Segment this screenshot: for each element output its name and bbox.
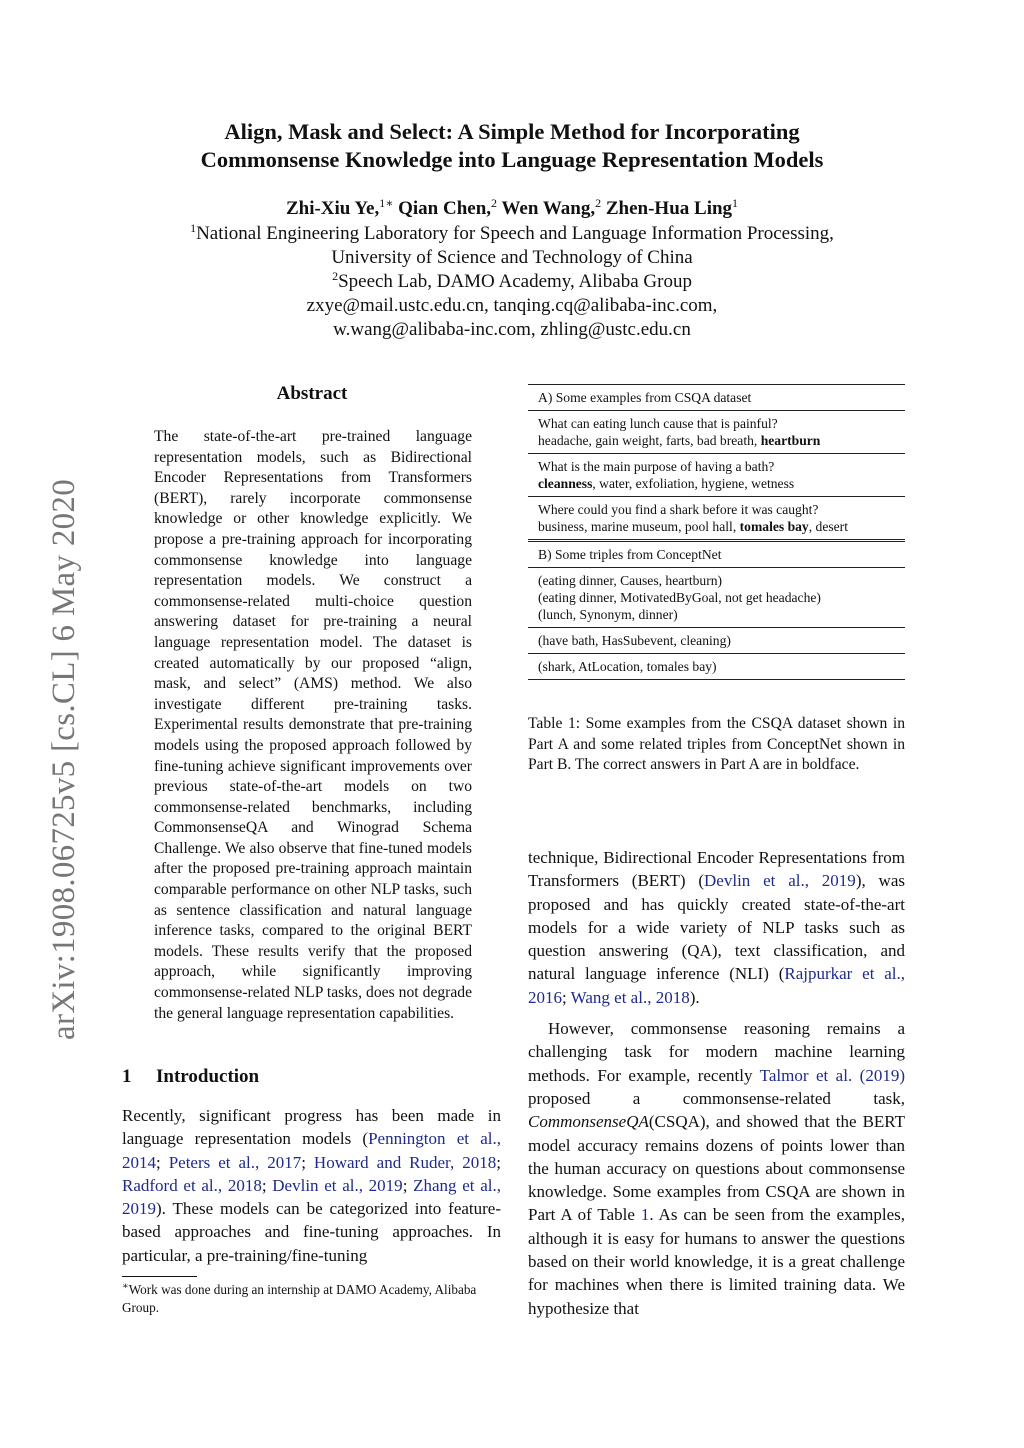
triple: (eating dinner, Causes, heartburn) [538, 573, 723, 588]
body-text: ). [689, 987, 700, 1007]
question-3-answer: tomales bay [739, 519, 809, 534]
citation-link[interactable]: Howard and Ruder, 2018 [313, 1152, 497, 1172]
citation-link[interactable]: Pennington et al., 2014 [122, 1129, 501, 1172]
email-line-2: w.wang@alibaba-inc.com, zhling@ustc.edu.cn [333, 319, 691, 340]
separator: ; [156, 1152, 169, 1172]
separator: ; [562, 987, 571, 1007]
body-text: (CSQA), and showed that the BERT model accuracy remains dozens of points lower than the human accuracy on questions about commonsense knowledge. Some examples from CSQA are shown in Part A of Table [528, 1112, 905, 1225]
author-4-sup: 1 [732, 196, 739, 210]
table-row [528, 628, 905, 654]
body-text: However, commonsense reasoning remains a challenging task for modern machine learning methods. For example, recently [528, 1019, 905, 1085]
author-4: Zhen-Hua Ling [605, 198, 733, 219]
body-text: technique, Bidirectional Encoder Representations from Transformers (BERT) ( [528, 848, 905, 891]
section-heading-introduction [122, 1066, 259, 1088]
citation-link[interactable]: Radford et al., 2018 [122, 1175, 262, 1195]
question-3-options-tail: , desert [808, 519, 848, 534]
footnote-mark: ∗ [122, 1281, 129, 1292]
citation-link[interactable]: Zhang et al., 2019 [122, 1175, 501, 1219]
author-3-sup: 2 [595, 196, 602, 210]
table-row [528, 497, 905, 542]
author-2: Qian Chen, [398, 198, 492, 219]
citation-link[interactable]: Devlin et al., 2019 [272, 1175, 403, 1195]
triple: (shark, AtLocation, tomales bay) [538, 659, 717, 674]
author-1: Zhi-Xiu Ye, [285, 198, 380, 219]
emphasis-term: CommonsenseQA [528, 1112, 649, 1132]
title-line-1: Align, Mask and Select: A Simple Method for Incorporating [224, 119, 800, 144]
table-part-a-header: A) Some examples from CSQA dataset [528, 384, 905, 411]
affiliation-2-sup: 2 [332, 269, 339, 283]
separator: ; [402, 1175, 414, 1195]
author-2-sup: 2 [491, 196, 498, 210]
title-line-2: Commonsense Knowledge into Language Representation Models [200, 147, 824, 172]
question-3: Where could you find a shark before it was caught? [538, 502, 819, 517]
table-row [528, 454, 905, 497]
intro-paragraph-left [122, 1104, 501, 1267]
table-row [528, 411, 905, 454]
section-number: 1 [122, 1066, 132, 1087]
affiliation-1-line-2: University of Science and Technology of China [331, 247, 693, 268]
body-text: ), was proposed and has quickly created state-of-the-art models for a wide variety of NLP tasks such as question answering (QA), text classification, and natural language inference (NLI) ( [528, 871, 905, 984]
intro-text: ). These models can be categorized into feature-based approaches and fine-tuning approaches. In particular, a pre-training/fine-tuning [122, 1199, 501, 1265]
affiliation-1-sup: 1 [190, 221, 197, 235]
paragraph [528, 1017, 905, 1320]
separator: ; [301, 1152, 314, 1172]
author-1-sup: 1∗ [379, 196, 394, 210]
triple: (eating dinner, MotivatedByGoal, not get headache) [538, 590, 821, 605]
section-title: Introduction [156, 1066, 260, 1087]
question-3-options: business, marine museum, pool hall, [538, 519, 740, 534]
citation-link[interactable]: Rajpurkar et al., 2016 [528, 964, 906, 1007]
paper-title [0, 118, 1024, 174]
question-2-answer: cleanness [538, 476, 593, 491]
table-row [528, 568, 905, 628]
body-text: . As can be seen from the examples, although it is easy for humans to answer the questions based on their world knowledge, it is a great challenge for machines when there is limited training data. We hypothesize that [528, 1205, 906, 1318]
table-row [528, 654, 905, 680]
table-part-b-header: B) Some triples from ConceptNet [528, 542, 905, 568]
footnote-rule [122, 1276, 197, 1277]
intro-text: Recently, significant progress has been made in language representation models ( [122, 1106, 501, 1149]
affiliations [0, 222, 1024, 342]
citation-link[interactable]: Talmor et al. (2019) [759, 1065, 905, 1085]
question-1: What can eating lunch cause that is painful? [538, 416, 778, 431]
question-2-options: , water, exfoliation, hygiene, wetness [592, 476, 795, 491]
affiliation-2: Speech Lab, DAMO Academy, Alibaba Group [338, 271, 692, 292]
intro-right-column [528, 846, 905, 1328]
question-2: What is the main purpose of having a bath? [538, 459, 775, 474]
table-caption: Table 1: Some examples from the CSQA dataset shown in Part A and some related triples from ConceptNet shown in Part B. The correct answers in Part A are in boldface. [528, 715, 905, 774]
arxiv-identifier: arXiv:1908.06725v5 [cs.CL] 6 May 2020 [46, 478, 82, 1040]
separator: ; [496, 1152, 501, 1172]
author-3: Wen Wang, [501, 198, 596, 219]
email-line-1: zxye@mail.ustc.edu.cn, tanqing.cq@alibaba-inc.com, [306, 295, 718, 316]
affiliation-1-line-1: National Engineering Laboratory for Speech and Language Information Processing, [196, 223, 834, 244]
citation-link[interactable]: Peters et al., 2017 [168, 1152, 302, 1172]
question-1-answer: heartburn [760, 433, 821, 448]
citation-link[interactable]: Devlin et al., 2019 [704, 871, 856, 891]
abstract-heading: Abstract [276, 383, 348, 404]
paragraph [528, 846, 905, 1009]
question-1-options: headache, gain weight, farts, bad breath, [538, 433, 761, 448]
author-list [0, 198, 1024, 220]
abstract-text: The state-of-the-art pre-trained language representation models, such as Bidirectional Encoder Representations from Transformers (BERT), rarely incorporate commonsense knowledge or other knowledge explicitly. We propose a pre-training approach for incorporating commonsense knowledge into language representation models. We construct a commonsense-related multi-choice question answering dataset for pre-training a neural language representation model. The dataset is created automatically by our proposed “align, mask, and select” (AMS) method. We also investigate different pre-training tasks. Experimental results demonstrate that pre-training models using the proposed approach followed by fine-tuning achieve significant improvements over previous state-of-the-art models on two commonsense-related benchmarks, including CommonsenseQA and Winograd Schema Challenge. We also observe that fine-tuned models after the proposed pre-training approach maintain comparable performance on other NLP tasks, such as sentence classification and natural language inference tasks, compared to the original BERT models. These results verify that the proposed approach, while significantly improving commonsense-related NLP tasks, does not degrade the general language representation capabilities. [154, 428, 472, 1022]
triple: (have bath, HasSubevent, cleaning) [538, 633, 731, 648]
table-reference-link[interactable]: 1 [640, 1205, 650, 1225]
table-1 [528, 384, 905, 680]
footnote-text: Work was done during an internship at DAMO Academy, Alibaba Group. [122, 1282, 477, 1315]
citation-link[interactable]: Wang et al., 2018 [570, 987, 690, 1007]
triple: (lunch, Synonym, dinner) [538, 607, 678, 622]
body-text: proposed a commonsense-related task, [528, 1088, 905, 1108]
separator: ; [261, 1175, 273, 1195]
footnote [122, 1281, 501, 1317]
